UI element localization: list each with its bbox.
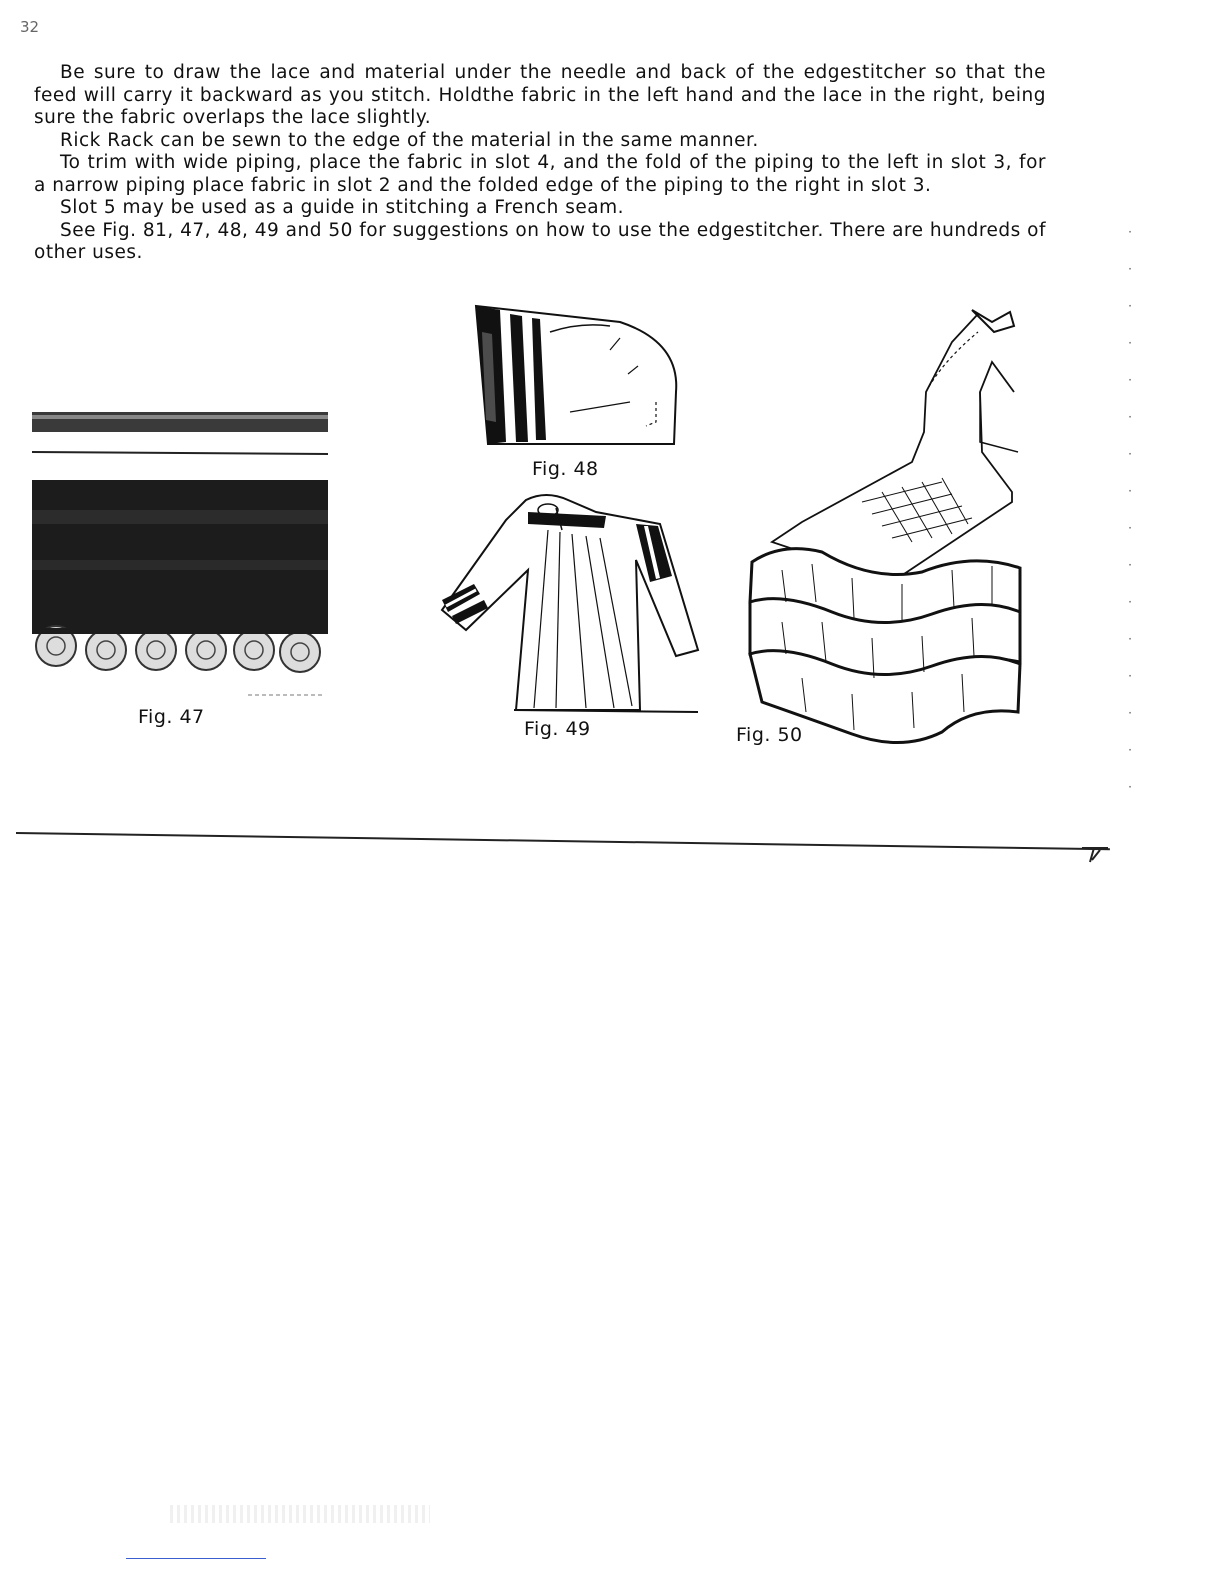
figure-47-lace-edging — [28, 410, 330, 700]
page-number: 32 — [20, 18, 40, 36]
margin-mark: · — [1128, 706, 1132, 720]
bassinet-illustration — [742, 302, 1026, 752]
lace-edging-illustration — [28, 410, 330, 700]
paragraph-see-figures: See Fig. 81, 47, 48, 49 and 50 for suggestions on how to use the edgestitcher. There are hundreds of other uses. — [34, 219, 1046, 263]
margin-mark: · — [1128, 336, 1132, 350]
margin-mark: · — [1128, 484, 1132, 498]
pillowcase-illustration — [470, 302, 684, 452]
figure-47-caption: Fig. 47 — [138, 706, 205, 728]
scan-smudge — [170, 1505, 430, 1523]
margin-mark: · — [1128, 225, 1132, 239]
figure-50-caption: Fig. 50 — [736, 724, 803, 746]
margin-mark: · — [1128, 632, 1132, 646]
margin-mark: · — [1128, 299, 1132, 313]
rule-end-mark — [1080, 846, 1112, 866]
margin-mark: · — [1128, 262, 1132, 276]
figure-50-bassinet — [742, 302, 1026, 752]
figure-48-caption: Fig. 48 — [532, 458, 599, 480]
paragraph-lace: Be sure to draw the lace and material under the needle and back of the edgestitcher so that the feed will carry it backward as you stitch. Holdthe fabric in the left hand and the lace in the right, being sure the fabric overlaps the lace slightly. — [34, 62, 1046, 128]
robe-illustration — [436, 490, 700, 716]
margin-mark: · — [1128, 743, 1132, 757]
margin-mark: · — [1128, 521, 1132, 535]
margin-mark: · — [1128, 595, 1132, 609]
margin-mark: · — [1128, 780, 1132, 794]
margin-mark: · — [1128, 558, 1132, 572]
bottom-line-mark — [126, 1558, 266, 1559]
margin-mark: · — [1128, 447, 1132, 461]
figure-49-robe — [436, 490, 700, 716]
page-divider-rule — [16, 832, 1110, 850]
paragraph-rick-rack: Rick Rack can be sewn to the edge of the material in the same manner. — [60, 129, 759, 151]
instruction-text — [34, 62, 1046, 265]
paragraph-french-seam: Slot 5 may be used as a guide in stitching a French seam. — [60, 197, 625, 218]
margin-mark: · — [1128, 373, 1132, 387]
margin-marks — [1120, 225, 1140, 817]
margin-mark: · — [1128, 669, 1132, 683]
margin-mark: · — [1128, 410, 1132, 424]
figure-49-caption: Fig. 49 — [524, 718, 591, 740]
figure-48-pillowcase — [470, 302, 684, 452]
paragraph-piping: To trim with wide piping, place the fabric in slot 4, and the fold of the piping to the left in slot 3, for a narrow piping place fabric in slot 2 and the folded edge of the piping to the right in slot 3. — [34, 152, 1046, 196]
